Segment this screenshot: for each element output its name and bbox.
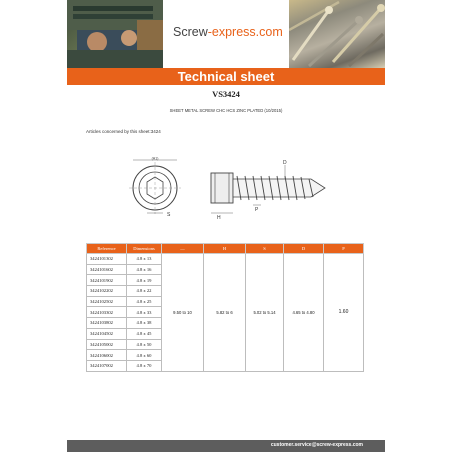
cell-dimensions: 4.8 x 70 [127,360,162,371]
screw-technical-drawing [125,157,345,223]
screws-photo-art [289,0,385,68]
logo-suffix: -express.com [207,25,283,39]
title-bar [67,68,385,85]
cell-dimensions: 4.8 x 45 [127,328,162,339]
cell-reference: 3424103302 [87,307,127,318]
cell-dimensions: 4.8 x 16 [127,264,162,275]
cell-dimensions: 4.8 x 38 [127,318,162,329]
articles-label: Articles concerned by this sheet:3424 [86,129,161,134]
cell-reference: 3424101902 [87,275,127,286]
cell-reference: 3424105002 [87,339,127,350]
label-s: S [167,212,171,218]
cell-reference: 3424101302 [87,254,127,265]
screw-side-view [211,160,325,221]
workshop-photo [67,0,163,68]
product-description: SHEET METAL SCREW CHC HCS ZINC PLATED (10/2015) [169,108,283,113]
header-dimensions: Dimensions [127,244,162,254]
table-header-row [87,244,364,254]
header-col3: — [162,244,204,254]
cell-h-shared: 5.82 to 6 [204,254,246,372]
screws-photo [289,0,385,68]
cell-p-shared: 1.60 [324,254,364,372]
site-logo[interactable] [173,25,283,39]
header-s: S [246,244,284,254]
label-p: P [255,207,259,213]
cell-dimensions: 4.8 x 22 [127,286,162,297]
header-p: P [324,244,364,254]
screw-head-view [129,157,181,218]
logo-area [163,0,289,68]
technical-sheet-page [67,0,385,452]
cell-reference: 3424107002 [87,360,127,371]
cell-dimensions: 4.8 x 13 [127,254,162,265]
banner-title: Technical sheet [177,69,275,84]
head-diameter-label: (H1) [151,157,159,161]
specification-table [86,243,364,372]
cell-s-shared: 5.02 to 5.14 [246,254,284,372]
cell-reference: 3424102202 [87,286,127,297]
header-d: D [284,244,324,254]
header-reference: Reference [87,244,127,254]
label-d: D [283,160,287,166]
cell-dimensions: 4.8 x 60 [127,350,162,361]
logo-prefix: Screw [173,25,208,39]
product-reference: VS3424 [212,89,240,99]
header-h: H [204,244,246,254]
table-row [87,254,364,265]
cell-dimensions: 4.8 x 19 [127,275,162,286]
cell-dimensions: 4.8 x 50 [127,339,162,350]
cell-reference: 3424106002 [87,350,127,361]
cell-dimensions: 4.8 x 25 [127,296,162,307]
cell-reference: 3424103802 [87,318,127,329]
cell-d-shared: 4.65 to 4.80 [284,254,324,372]
footer-bar [67,440,385,452]
cell-reference: 3424102502 [87,296,127,307]
customer-service-email[interactable]: customer.service@screw-express.com [270,442,363,448]
cell-dimensions: 4.8 x 33 [127,307,162,318]
cell-reference: 3424104502 [87,328,127,339]
label-h: H [217,215,221,221]
header-banner [67,0,385,68]
cell-reference: 3424101602 [87,264,127,275]
workshop-photo-art [67,0,163,68]
cell-col3-shared: 9.50 to 10 [162,254,204,372]
